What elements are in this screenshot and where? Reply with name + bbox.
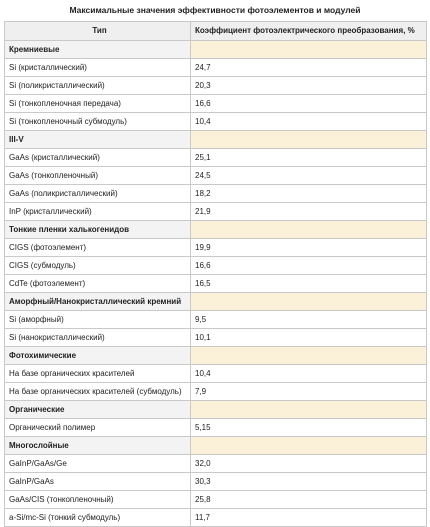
cell-value: 25,8 [191, 491, 427, 509]
table-row [5, 149, 427, 167]
group-row [5, 401, 427, 419]
cell-value: 7,9 [191, 383, 427, 401]
table-row [5, 257, 427, 275]
group-row [5, 131, 427, 149]
table-row [5, 311, 427, 329]
cell-type: GaAs (поликристаллический) [5, 185, 191, 203]
table-row [5, 365, 427, 383]
cell-value: 24,5 [191, 167, 427, 185]
table-row [5, 473, 427, 491]
table-row [5, 329, 427, 347]
cell-value: 10,4 [191, 113, 427, 131]
cell-type: Si (тонкопленочный субмодуль) [5, 113, 191, 131]
cell-value: 10,4 [191, 365, 427, 383]
group-name: Кремниевые [5, 41, 191, 59]
cell-value: 16,5 [191, 275, 427, 293]
cell-type: GaInP/GaAs [5, 473, 191, 491]
table-row [5, 167, 427, 185]
cell-value: 20,3 [191, 77, 427, 95]
table-row [5, 455, 427, 473]
cell-value: 18,2 [191, 185, 427, 203]
cell-type: На базе органических красителей [5, 365, 191, 383]
column-header-type: Тип [5, 22, 191, 41]
table-body [5, 41, 427, 527]
group-row [5, 347, 427, 365]
group-empty-cell [191, 131, 427, 149]
cell-value: 21,9 [191, 203, 427, 221]
group-name: Многослойные [5, 437, 191, 455]
group-row [5, 437, 427, 455]
cell-value: 24,7 [191, 59, 427, 77]
cell-value: 10,1 [191, 329, 427, 347]
table-row [5, 491, 427, 509]
table-row [5, 203, 427, 221]
cell-value: 30,3 [191, 473, 427, 491]
cell-type: Органический полимер [5, 419, 191, 437]
table-row [5, 59, 427, 77]
table-row [5, 419, 427, 437]
group-name: Тонкие пленки халькогенидов [5, 221, 191, 239]
cell-type: a-Si/mc-Si (тонкий субмодуль) [5, 509, 191, 527]
cell-type: GaAs/CIS (тонкопленочный) [5, 491, 191, 509]
cell-value: 19,9 [191, 239, 427, 257]
table-row [5, 77, 427, 95]
cell-type: На базе органических красителей (субмодуль) [5, 383, 191, 401]
group-empty-cell [191, 401, 427, 419]
cell-value: 16,6 [191, 95, 427, 113]
cell-type: GaAs (тонкопленочный) [5, 167, 191, 185]
group-name: Фотохимические [5, 347, 191, 365]
header-row [5, 22, 427, 41]
cell-type: Si (кристаллический) [5, 59, 191, 77]
group-empty-cell [191, 437, 427, 455]
cell-type: Si (аморфный) [5, 311, 191, 329]
table-row [5, 95, 427, 113]
group-name: Органические [5, 401, 191, 419]
table-row [5, 509, 427, 527]
table-row [5, 275, 427, 293]
cell-value: 5,15 [191, 419, 427, 437]
cell-type: CdTe (фотоэлемент) [5, 275, 191, 293]
table-row [5, 113, 427, 131]
group-name: Аморфный/Нанокристаллический кремний [5, 293, 191, 311]
cell-type: InP (кристаллический) [5, 203, 191, 221]
cell-type: GaInP/GaAs/Ge [5, 455, 191, 473]
table-row [5, 383, 427, 401]
cell-type: CIGS (субмодуль) [5, 257, 191, 275]
cell-type: Si (нанокристаллический) [5, 329, 191, 347]
group-empty-cell [191, 221, 427, 239]
group-row [5, 41, 427, 59]
group-empty-cell [191, 347, 427, 365]
cell-value: 11,7 [191, 509, 427, 527]
table-caption: Максимальные значения эффективности фотоэлементов и модулей [69, 5, 361, 15]
cell-type: Si (тонкопленочная передача) [5, 95, 191, 113]
group-name: III-V [5, 131, 191, 149]
cell-type: GaAs (кристаллический) [5, 149, 191, 167]
cell-value: 25,1 [191, 149, 427, 167]
cell-value: 32,0 [191, 455, 427, 473]
cell-type: Si (поликристаллический) [5, 77, 191, 95]
cell-value: 16,6 [191, 257, 427, 275]
efficiency-table [4, 21, 427, 527]
group-empty-cell [191, 293, 427, 311]
group-row [5, 293, 427, 311]
cell-type: CIGS (фотоэлемент) [5, 239, 191, 257]
table-row [5, 239, 427, 257]
column-header-value: Коэффициент фотоэлектрического преобразования, % [191, 22, 427, 41]
group-empty-cell [191, 41, 427, 59]
group-row [5, 221, 427, 239]
table-row [5, 185, 427, 203]
cell-value: 9,5 [191, 311, 427, 329]
